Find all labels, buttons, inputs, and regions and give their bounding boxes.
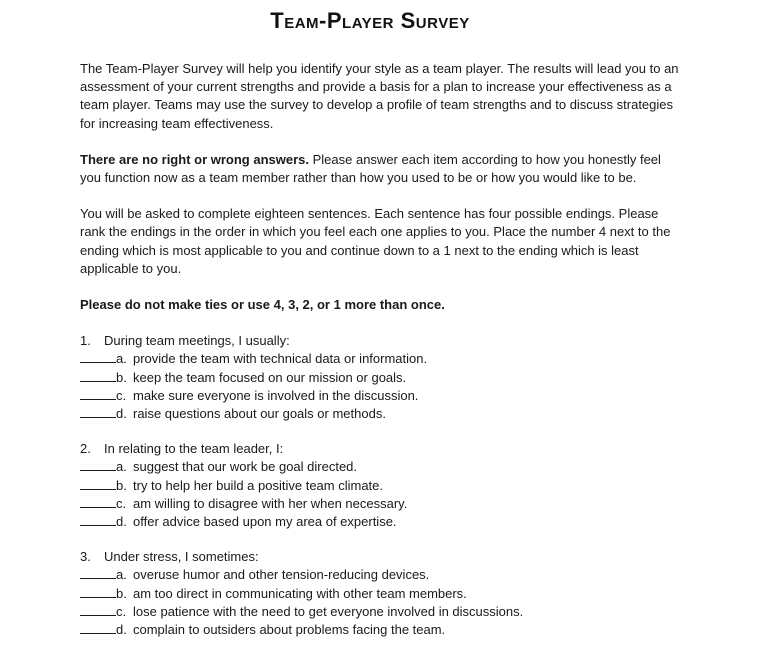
option-row xyxy=(80,495,680,513)
option-letter: b. xyxy=(116,477,127,493)
option-letter: b. xyxy=(116,369,127,385)
no-right-answers-text: Please answer each item according to how you honestly feel you function now as a team member rather than how you used to be or how you would like to be. xyxy=(80,151,661,186)
option-text: am too direct in communicating with other team members. xyxy=(133,585,467,601)
option-letter: d. xyxy=(116,406,127,422)
instructions-paragraph: You will be asked to complete eighteen sentences. Each sentence has four possible endings. Please rank the endings in the order in which you feel each one applies to you. Place the number 4 next to the ending which is most applicable to you and continue down to a 1 next to the ending which is least applicable to you. xyxy=(80,206,671,276)
option-row xyxy=(80,369,680,387)
rank-blank[interactable] xyxy=(80,387,116,400)
rank-blank[interactable] xyxy=(80,513,116,526)
rank-blank[interactable] xyxy=(80,458,116,471)
question-text: During team meetings, I usually: xyxy=(104,333,290,349)
question-number: 2. xyxy=(80,441,91,457)
rank-blank[interactable] xyxy=(80,603,116,616)
question-text: Under stress, I sometimes: xyxy=(104,549,259,565)
option-letter: a. xyxy=(116,459,127,475)
option-text: make sure everyone is involved in the discussion. xyxy=(133,387,419,403)
option-letter: c. xyxy=(116,387,127,403)
option-letter: d. xyxy=(116,622,127,638)
option-row xyxy=(80,387,680,405)
option-text: raise questions about our goals or methods. xyxy=(133,406,386,422)
intro-paragraph: The Team-Player Survey will help you identify your style as a team player. The results will lead you to an assessment of your current strengths and provide a basis for a plan to increase your effectiveness as a team player. Teams may use the survey to develop a profile of team strengths and to discuss strategies for increasing team effectiveness. xyxy=(80,61,679,131)
rank-blank[interactable] xyxy=(80,585,116,598)
rank-blank[interactable] xyxy=(80,566,116,579)
option-row xyxy=(80,621,680,639)
rank-blank[interactable] xyxy=(80,405,116,418)
rank-blank[interactable] xyxy=(80,495,116,508)
option-text: try to help her build a positive team climate. xyxy=(133,477,384,493)
option-letter: c. xyxy=(116,495,127,511)
question-number: 1. xyxy=(80,333,91,349)
option-row xyxy=(80,350,680,368)
option-text: overuse humor and other tension-reducing devices. xyxy=(133,567,430,583)
rank-blank[interactable] xyxy=(80,621,116,634)
option-text: complain to outsiders about problems facing the team. xyxy=(133,622,446,638)
option-text: offer advice based upon my area of expertise. xyxy=(133,514,397,530)
option-row xyxy=(80,458,680,476)
question-1 xyxy=(80,332,680,423)
option-row xyxy=(80,513,680,531)
question-text: In relating to the team leader, I: xyxy=(104,441,284,457)
option-letter: a. xyxy=(116,351,127,367)
no-right-answers-bold: There are no right or wrong answers. xyxy=(80,151,309,167)
no-right-answers-paragraph xyxy=(80,151,680,187)
rank-blank[interactable] xyxy=(80,369,116,382)
question-number: 3. xyxy=(80,549,91,565)
question-2 xyxy=(80,440,680,531)
option-text: keep the team focused on our mission or goals. xyxy=(133,369,407,385)
option-text: am willing to disagree with her when necessary. xyxy=(133,495,408,511)
option-letter: c. xyxy=(116,603,127,619)
option-row xyxy=(80,405,680,423)
page-title: Team-Player Survey xyxy=(270,8,470,33)
rank-blank[interactable] xyxy=(80,477,116,490)
rank-blank[interactable] xyxy=(80,350,116,363)
option-letter: d. xyxy=(116,514,127,530)
question-header xyxy=(80,440,680,458)
option-row xyxy=(80,477,680,495)
option-row xyxy=(80,585,680,603)
option-text: lose patience with the need to get everyone involved in discussions. xyxy=(133,603,524,619)
option-text: provide the team with technical data or information. xyxy=(133,351,428,367)
question-header xyxy=(80,548,680,566)
question-3 xyxy=(80,548,680,639)
survey-content xyxy=(80,60,680,656)
no-ties-rule: Please do not make ties or use 4, 3, 2, or 1 more than once. xyxy=(80,297,445,313)
option-letter: a. xyxy=(116,567,127,583)
option-row xyxy=(80,603,680,621)
option-text: suggest that our work be goal directed. xyxy=(133,459,358,475)
option-row xyxy=(80,566,680,584)
option-letter: b. xyxy=(116,585,127,601)
question-header xyxy=(80,332,680,350)
